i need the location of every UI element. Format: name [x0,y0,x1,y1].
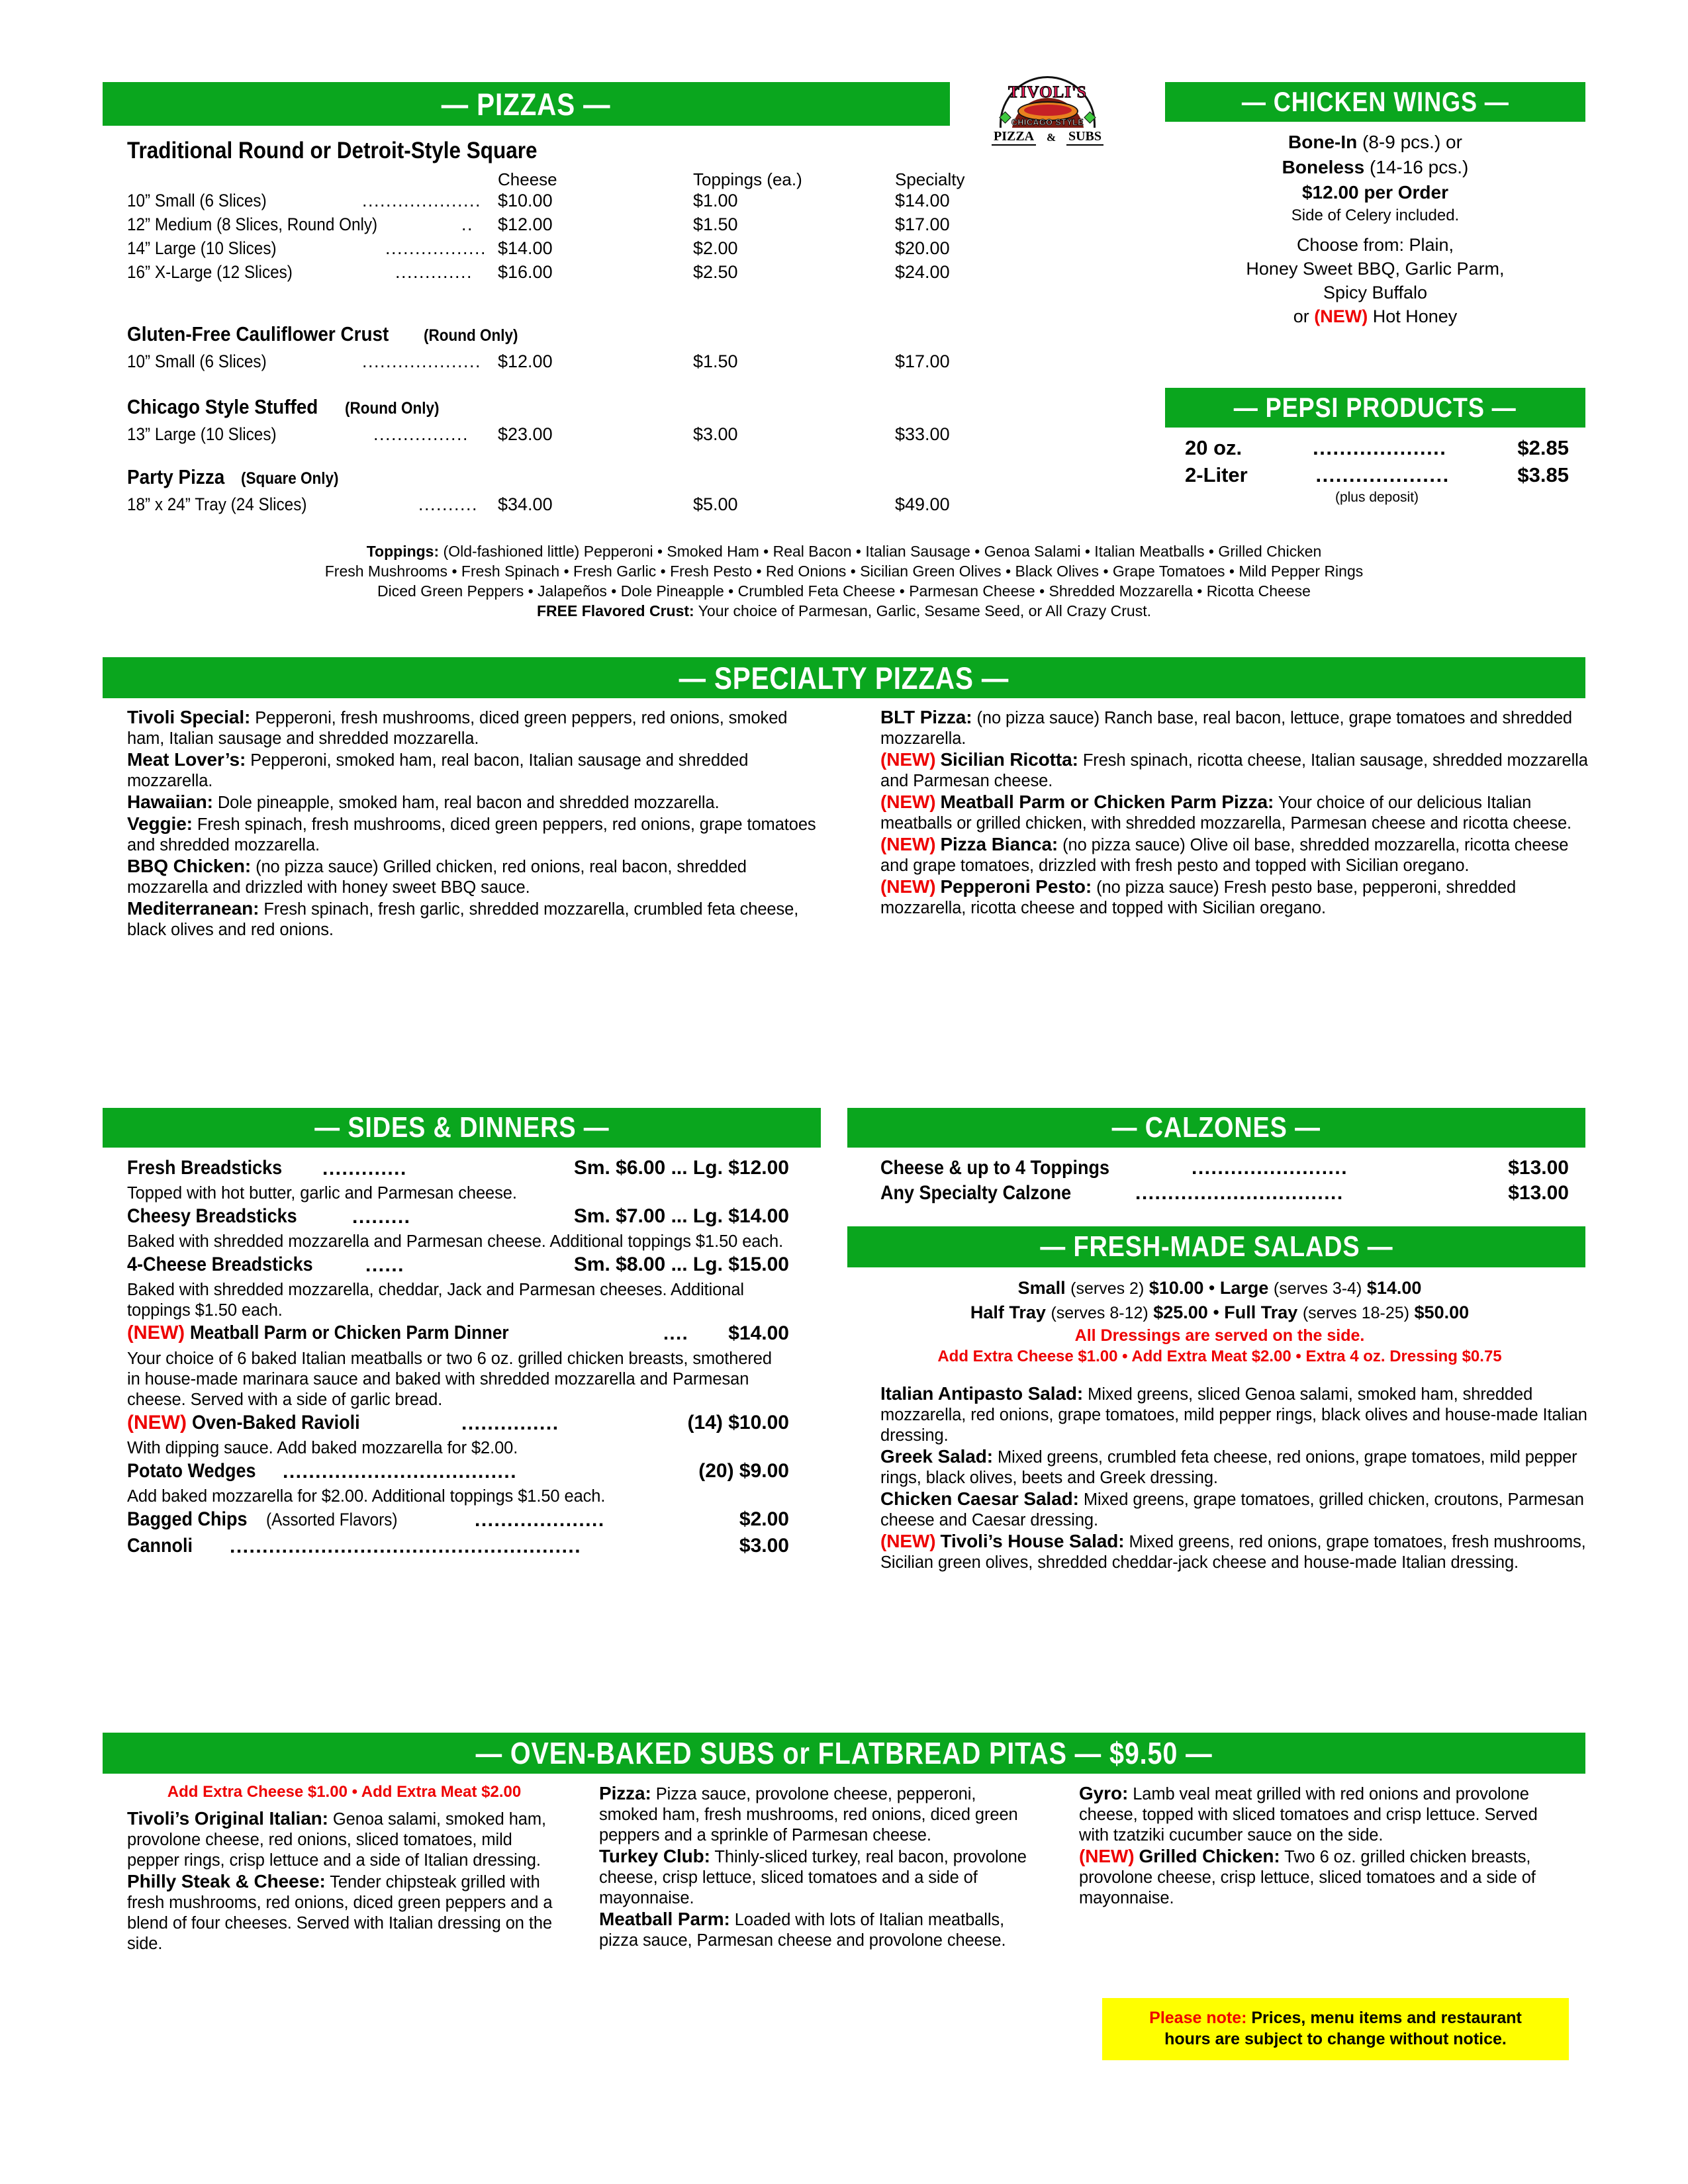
new-badge: (NEW) [1079,1846,1135,1866]
subs-column-2 [599,1783,1036,1951]
free-crust-label: FREE Flavored Crust: [536,602,694,619]
row-specialty-price: $14.00 [895,191,950,210]
item-price: Sm. $8.00 ... Lg. $15.00 [573,1253,789,1275]
wings-choose-line-2: Honey Sweet BBQ, Garlic Parm, [1246,259,1505,279]
salad-small-label: Small [1017,1278,1066,1298]
item-desc: Mixed greens, sliced Genoa salami, smoked ham, shredded mozzarella, red onions, grape tomatoes, mild pepper rings, black olives and house-made Italian dressing. [880,1385,1587,1445]
wings-choose-line-3: Spicy Buffalo [1323,283,1428,302]
logo-ampersand: & [1046,131,1056,144]
list-item [599,1846,1036,1909]
list-item [127,856,829,898]
row-toppings-price: $1.00 [693,191,738,210]
row-cheese-price: $14.00 [498,238,553,258]
item-name: Tivoli Special: [127,707,251,727]
item-name: 4-Cheese Breadsticks [127,1253,313,1275]
list-item [127,1253,789,1280]
table-row [127,191,955,214]
sides-dinners-banner [103,1108,821,1148]
row-size-label: 12” Medium (8 Slices, Round Only) [127,214,378,234]
calzone-price: $13.00 [1508,1157,1569,1179]
wings-bone-in-count: (8-9 pcs.) or [1362,132,1462,152]
list-item [880,834,1589,876]
row-size-label: 18” x 24” Tray (24 Slices) [127,494,307,514]
row-toppings-price: $2.00 [693,238,738,258]
disclaimer-label: Please note: [1149,2009,1247,2027]
item-desc: Mixed greens, red onions, grape tomatoes, fresh mushrooms, Sicilian green olives, shredded cheddar-jack cheese and house-made Italian dressing. [880,1533,1586,1572]
item-dots: .................................... [283,1461,518,1482]
party-pizza-heading-note: (Square Only) [241,469,339,488]
toppings-line-1 [106,541,1582,561]
item-price: $3.00 [739,1535,789,1557]
table-row [127,214,955,238]
item-desc: Genoa salami, smoked ham, provolone cheese, red onions, sliced tomatoes, mild pepper rings, crisp lettuce and a side of Italian dressing. [127,1810,546,1870]
party-pizza-heading [127,465,350,489]
disclaimer-text-1: Prices, menu items and restaurant [1251,2009,1522,2027]
item-name: Turkey Club: [599,1846,710,1866]
row-toppings-price: $5.00 [693,494,738,514]
item-name: BBQ Chicken: [127,856,252,876]
row-toppings-price: $3.00 [693,424,738,444]
item-name: Greek Salad: [880,1446,993,1467]
chicago-stuffed-row [127,424,955,448]
row-toppings-price: $1.50 [693,351,738,371]
pizza-price-table [127,169,965,286]
pizzas-banner-label: — PIZZAS — [442,86,611,122]
list-item [880,1531,1589,1573]
list-item [127,1322,789,1349]
specialty-pizzas-left-column [127,707,829,940]
item-desc: Your choice of 6 baked Italian meatballs or two 6 oz. grilled chicken breasts, smothered in house-made marinara sauce and baked with shredded mozzarella and Parmesan cheese. Served with a side of garlic bread. [127,1349,772,1409]
calzone-label: Cheese & up to 4 Toppings [880,1157,1110,1179]
item-desc: Mixed greens, crumbled feta cheese, red onions, grape tomatoes, mild pepper rings, black olives, beets and Greek dressing. [880,1448,1577,1487]
wings-bone-in-line [1165,130,1585,155]
calzone-dots: ................................ [1135,1182,1344,1204]
item-desc: Your choice of our delicious Italian meatballs or grilled chicken, with shredded mozzarella, Parmesan cheese and ricotta cheese. [880,794,1572,833]
list-item [880,1182,1569,1207]
row-specialty-price: $49.00 [895,494,950,514]
list-item [127,1808,564,1871]
item-name: Tivoli’s Original Italian: [127,1808,328,1829]
gluten-free-heading [127,322,528,346]
column-header-cheese: Cheese [498,169,557,189]
toppings-list [106,541,1582,621]
row-size-label: 16” X-Large (12 Slices) [127,262,293,282]
list-item [127,1871,564,1954]
subs-extras-note-text: Add Extra Cheese $1.00 • Add Extra Meat $2.00 [167,1783,522,1801]
pepsi-2liter-label: 2-Liter [1185,463,1248,486]
list-item [127,1157,789,1183]
item-desc: Topped with hot butter, garlic and Parmesan cheese. [127,1184,517,1203]
toppings-label: Toppings: [366,543,440,560]
item-dots: ...................................................... [230,1535,582,1557]
wings-new-badge: (NEW) [1314,306,1368,326]
row-cheese-price: $12.00 [498,351,553,371]
wings-boneless-count: (14-16 pcs.) [1369,157,1469,177]
new-badge: (NEW) [127,1322,185,1343]
chicago-stuffed-heading [127,395,449,419]
row-cheese-price: $23.00 [498,424,553,444]
tivolis-logo [986,76,1109,146]
calzone-dots: ........................ [1192,1157,1348,1179]
salad-dressing-note: All Dressings are served on the side. [1074,1326,1365,1345]
pizzas-banner [103,82,950,126]
list-item [1079,1783,1542,1846]
logo-subs-word: SUBS [1066,129,1103,146]
calzone-label: Any Specialty Calzone [880,1182,1072,1204]
item-dots: ............. [322,1158,407,1179]
salad-half-tray-price: $25.00 [1153,1302,1208,1322]
item-price: Sm. $6.00 ... Lg. $12.00 [573,1157,789,1179]
item-name: Meatball Parm or Chicken Parm Dinner [190,1322,509,1343]
sides-dinners-list [127,1157,789,1561]
gluten-free-heading-label: Gluten-Free Cauliflower Crust [127,322,389,345]
item-name: Meatball Parm or Chicken Parm Pizza: [940,792,1274,812]
salad-large-label: Large [1219,1278,1269,1298]
pepsi-20oz-dots: .................... [1313,436,1447,459]
salad-large-price: $14.00 [1366,1278,1422,1298]
item-name: Oven-Baked Ravioli [192,1412,360,1433]
row-dots: .. [461,214,474,234]
item-name: Philly Steak & Cheese: [127,1871,326,1891]
row-dots: .......... [418,494,479,514]
item-price: (20) $9.00 [698,1460,789,1482]
row-dots: ................ [373,424,469,444]
salads-list [880,1383,1589,1573]
specialty-pizzas-banner [103,657,1585,698]
row-size-label: 14” Large (10 Slices) [127,238,277,258]
row-toppings-price: $1.50 [693,214,738,234]
subs-column-3 [1079,1783,1542,1909]
pepsi-2liter-price: $3.85 [1517,463,1569,486]
gluten-free-row [127,351,955,375]
list-item [599,1909,1036,1951]
pepsi-rows [1185,434,1569,507]
calzones-list [880,1157,1569,1207]
list-item [127,1412,789,1438]
list-item [880,1488,1589,1531]
pepsi-banner-label: — PEPSI PRODUCTS — [1234,392,1517,423]
pepsi-banner [1165,388,1585,428]
list-item [127,749,829,792]
wings-choose-or: or [1293,306,1309,326]
chicken-wings-body [1165,130,1585,328]
pepsi-20oz-label: 20 oz. [1185,436,1243,459]
chicago-stuffed-heading-note: (Round Only) [345,399,440,418]
new-badge: (NEW) [880,834,936,854]
wings-boneless-label: Boneless [1282,157,1365,177]
chicken-wings-banner [1165,82,1585,122]
logo-bottom-line [992,129,1103,146]
salad-full-tray-price: $50.00 [1414,1302,1470,1322]
salad-full-tray-label: Full Tray [1224,1302,1298,1322]
pizza-table-header [127,169,965,191]
item-name: Potato Wedges [127,1460,256,1482]
item-desc: (no pizza sauce) Fresh pesto base, pepperoni, shredded mozzarella, ricotta cheese and topped with Sicilian oregano. [880,878,1517,917]
item-name: Cheesy Breadsticks [127,1205,297,1227]
list-item [880,1157,1569,1182]
subs-banner [103,1733,1585,1774]
list-item [127,792,829,813]
row-cheese-price: $16.00 [498,262,553,282]
list-item [127,707,829,749]
item-desc: Thinly-sliced turkey, real bacon, provolone cheese, crisp lettuce, sliced tomatoes and a side of mayonnaise. [599,1848,1027,1907]
list-item [127,1508,789,1535]
subs-banner-label: — OVEN-BAKED SUBS or FLATBREAD PITAS — $9.50 — [475,1736,1213,1770]
item-dots: ......... [352,1206,411,1228]
list-item [1079,1846,1542,1909]
party-pizza-heading-label: Party Pizza [127,465,225,488]
row-size-label: 13” Large (10 Slices) [127,424,277,444]
item-desc: Loaded with lots of Italian meatballs, pizza sauce, Parmesan cheese and provolone cheese. [599,1911,1006,1950]
wings-price: $12.00 per Order [1301,182,1449,203]
new-badge: (NEW) [880,1531,936,1551]
salad-sizes-line-1: Small (serves 2) $10.00 • Large (serves 3-4) $14.00 [1017,1278,1422,1298]
wings-hot-honey: Hot Honey [1372,306,1458,326]
calzones-banner-label: — CALZONES — [1111,1111,1321,1144]
item-name: Pepperoni Pesto: [940,876,1092,897]
wings-bone-in-label: Bone-In [1288,132,1358,152]
list-item [127,1535,789,1561]
item-desc: Pizza sauce, provolone cheese, pepperoni, smoked ham, fresh mushrooms, red onions, diced green peppers and a sprinkle of Parmesan cheese. [599,1785,1018,1844]
traditional-pizza-heading-label: Traditional Round or Detroit-Style Square [127,138,538,163]
item-name: Fresh Breadsticks [127,1157,283,1179]
row-cheese-price: $12.00 [498,214,553,234]
item-dots: .................... [475,1509,605,1531]
item-desc: Tender chipsteak grilled with fresh mushrooms, red onions, diced green peppers and a blend of four cheeses. Served with Italian dressing on the side. [127,1873,553,1953]
item-name: Veggie: [127,813,193,834]
salad-large-serves: (serves 3-4) [1273,1279,1362,1298]
item-dots: ............... [461,1412,559,1434]
column-header-specialty: Specialty [895,169,965,189]
table-row [127,262,955,286]
item-price: $2.00 [739,1508,789,1530]
item-desc: Baked with shredded mozzarella, cheddar, Jack and Parmesan cheeses. Additional toppings $1.50 each. [127,1281,745,1320]
toppings-line-3: Diced Green Peppers • Jalapeños • Dole Pineapple • Crumbled Feta Cheese • Parmesan Cheese • Shredded Mozzarella • Ricotta Cheese [377,582,1311,600]
sides-dinners-banner-label: — SIDES & DINNERS — [314,1111,610,1144]
list-item [880,876,1589,919]
calzone-price: $13.00 [1508,1182,1569,1204]
row-specialty-price: $33.00 [895,424,950,444]
row-specialty-price: $17.00 [895,214,950,234]
row-dots: ............. [395,262,473,282]
item-name: BLT Pizza: [880,707,972,727]
list-item [880,1383,1589,1446]
list-item [880,792,1589,834]
item-price: (14) $10.00 [687,1412,789,1433]
item-desc: Fresh spinach, ricotta cheese, Italian sausage, shredded mozzarella and Parmesan cheese. [880,751,1588,790]
item-name-note: (Assorted Flavors) [266,1510,398,1529]
salad-half-tray-serves: (serves 8-12) [1051,1304,1149,1322]
row-cheese-price: $34.00 [498,494,553,514]
free-crust-text: Your choice of Parmesan, Garlic, Sesame Seed, or All Crazy Crust. [698,602,1152,619]
specialty-pizzas-banner-label: — SPECIALTY PIZZAS — [679,660,1009,696]
item-desc: With dipping sauce. Add baked mozzarella for $2.00. [127,1439,518,1457]
chicago-stuffed-heading-label: Chicago Style Stuffed [127,395,318,418]
salads-banner-label: — FRESH-MADE SALADS — [1039,1230,1393,1263]
new-badge: (NEW) [880,792,936,812]
salad-sizes [854,1276,1585,1367]
list-item [127,1205,789,1232]
item-desc: (no pizza sauce) Ranch base, real bacon, lettuce, grape tomatoes and shredded mozzarella. [880,709,1573,748]
row-specialty-price: $24.00 [895,262,950,282]
salad-full-tray-serves: (serves 18-25) [1302,1304,1410,1322]
list-item [599,1783,1036,1846]
table-row [127,238,955,262]
item-name: Tivoli’s House Salad: [940,1531,1125,1551]
item-name: Meatball Parm: [599,1909,730,1929]
item-name: Pizza Bianca: [940,834,1058,854]
disclaimer-line-2: hours are subject to change without notice. [1164,2030,1507,2048]
wings-boneless-line [1165,155,1585,180]
row-toppings-price: $2.50 [693,262,738,282]
row-dots: .................... [362,351,482,371]
item-desc: Pepperoni, smoked ham, real bacon, Italian sausage and shredded mozzarella. [127,751,749,790]
list-item [880,749,1589,792]
salad-sizes-line-2: Half Tray (serves 8-12) $25.00 • Full Tray (serves 18-25) $50.00 [970,1302,1470,1322]
wings-celery-note: Side of Celery included. [1291,206,1460,224]
salads-banner [847,1226,1585,1267]
item-desc: Fresh spinach, fresh mushrooms, diced green peppers, red onions, grape tomatoes and shredded mozzarella. [127,815,816,854]
column-header-toppings: Toppings (ea.) [693,169,802,189]
list-item [127,898,829,940]
item-desc: Lamb veal meat grilled with red onions and provolone cheese, topped with sliced tomatoes and crisp lettuce. Served with tzatziki cucumber sauce on the side. [1079,1785,1538,1844]
new-badge: (NEW) [127,1412,187,1433]
item-price: $14.00 [728,1322,789,1344]
traditional-pizza-heading [127,138,583,164]
row-specialty-price: $20.00 [895,238,950,258]
subs-extras-note [119,1783,569,1801]
subs-column-1 [127,1808,564,1954]
disclaimer-line-1 [1109,2007,1562,2028]
item-desc: Mixed greens, grape tomatoes, grilled chicken, croutons, Parmesan cheese and Caesar dressing. [880,1490,1584,1529]
item-desc: Fresh spinach, fresh garlic, shredded mozzarella, crumbled feta cheese, black olives and red onions. [127,900,799,939]
item-name: Grilled Chicken: [1139,1846,1280,1866]
new-badge: (NEW) [880,876,936,897]
toppings-line-1-text: (Old-fashioned little) Pepperoni • Smoked Ham • Real Bacon • Italian Sausage • Genoa Salami • Italian Meatballs • Grilled Chicken [443,543,1322,560]
salad-half-tray-label: Half Tray [970,1302,1046,1322]
item-name: Hawaiian: [127,792,213,812]
wings-choose-line-1: Choose from: Plain, [1296,235,1454,255]
pepsi-20oz-price: $2.85 [1517,436,1569,459]
pepsi-row [1185,434,1569,461]
pepsi-deposit-note: (plus deposit) [1335,490,1419,505]
wings-choose-line-4 [1165,304,1585,328]
row-specialty-price: $17.00 [895,351,950,371]
salad-extras-note: Add Extra Cheese $1.00 • Add Extra Meat $2.00 • Extra 4 oz. Dressing $0.75 [937,1347,1502,1365]
item-desc: (no pizza sauce) Olive oil base, shredded mozzarella, ricotta cheese and grape tomatoes, drizzled with fresh pesto and topped with Sicilian oregano. [880,836,1569,875]
row-size-label: 10” Small (6 Slices) [127,351,267,371]
item-desc: (no pizza sauce) Grilled chicken, red onions, real bacon, shredded mozzarella and drizzled with honey sweet BBQ sauce. [127,858,747,897]
row-dots: .................... [362,191,482,210]
new-badge: (NEW) [880,749,936,770]
item-price: Sm. $7.00 ... Lg. $14.00 [573,1205,789,1227]
item-name: Gyro: [1079,1783,1129,1803]
chicken-wings-banner-label: — CHICKEN WINGS — [1241,86,1509,117]
free-crust-line [106,601,1582,621]
gluten-free-heading-note: (Round Only) [423,326,518,345]
item-desc: Dole pineapple, smoked ham, real bacon and shredded mozzarella. [217,794,720,812]
item-name: Mediterranean: [127,898,259,919]
item-desc: Pepperoni, fresh mushrooms, diced green peppers, red onions, smoked ham, Italian sausage and shredded mozzarella. [127,709,788,748]
item-name: Sicilian Ricotta: [940,749,1078,770]
list-item [880,1446,1589,1488]
pepsi-2liter-dots: .................... [1315,463,1450,486]
logo-pizza-word: PIZZA [992,129,1036,146]
item-desc: Baked with shredded mozzarella and Parmesan cheese. Additional toppings $1.50 each. [127,1232,784,1251]
item-dots: ...... [365,1254,405,1276]
salad-small-serves: (serves 2) [1070,1279,1145,1298]
toppings-line-2: Fresh Mushrooms • Fresh Spinach • Fresh Garlic • Fresh Pesto • Red Onions • Sicilian Green Olives • Black Olives • Grape Tomatoes • Mild Pepper Rings [324,563,1364,580]
party-pizza-row [127,494,955,518]
item-name: Chicken Caesar Salad: [880,1488,1079,1509]
calzones-banner [847,1108,1585,1148]
row-size-label: 10” Small (6 Slices) [127,191,267,210]
list-item [880,707,1589,749]
salad-small-price: $10.00 [1149,1278,1204,1298]
list-item [127,813,829,856]
row-dots: ................. [385,238,487,258]
item-name: Pizza: [599,1783,651,1803]
logo-brand-name: TIVOLI'S [1008,83,1087,101]
item-desc: Add baked mozzarella for $2.00. Additional toppings $1.50 each. [127,1487,606,1506]
item-dots: .... [663,1323,689,1344]
item-name: Italian Antipasto Salad: [880,1383,1084,1404]
row-cheese-price: $10.00 [498,191,553,210]
item-name: Bagged Chips [127,1508,248,1530]
item-desc: Two 6 oz. grilled chicken breasts, provolone cheese, crisp lettuce, sliced tomatoes and a side of mayonnaise. [1079,1848,1536,1907]
pepsi-row [1185,461,1569,488]
logo-tagline: CHICAGO STYLE [1011,118,1084,127]
item-name: Meat Lover’s: [127,749,246,770]
specialty-pizzas-right-column [880,707,1589,919]
logo-sauce-icon [1024,105,1072,116]
disclaimer-box [1102,1998,1569,2060]
item-name: Cannoli [127,1535,193,1557]
list-item [127,1460,789,1486]
